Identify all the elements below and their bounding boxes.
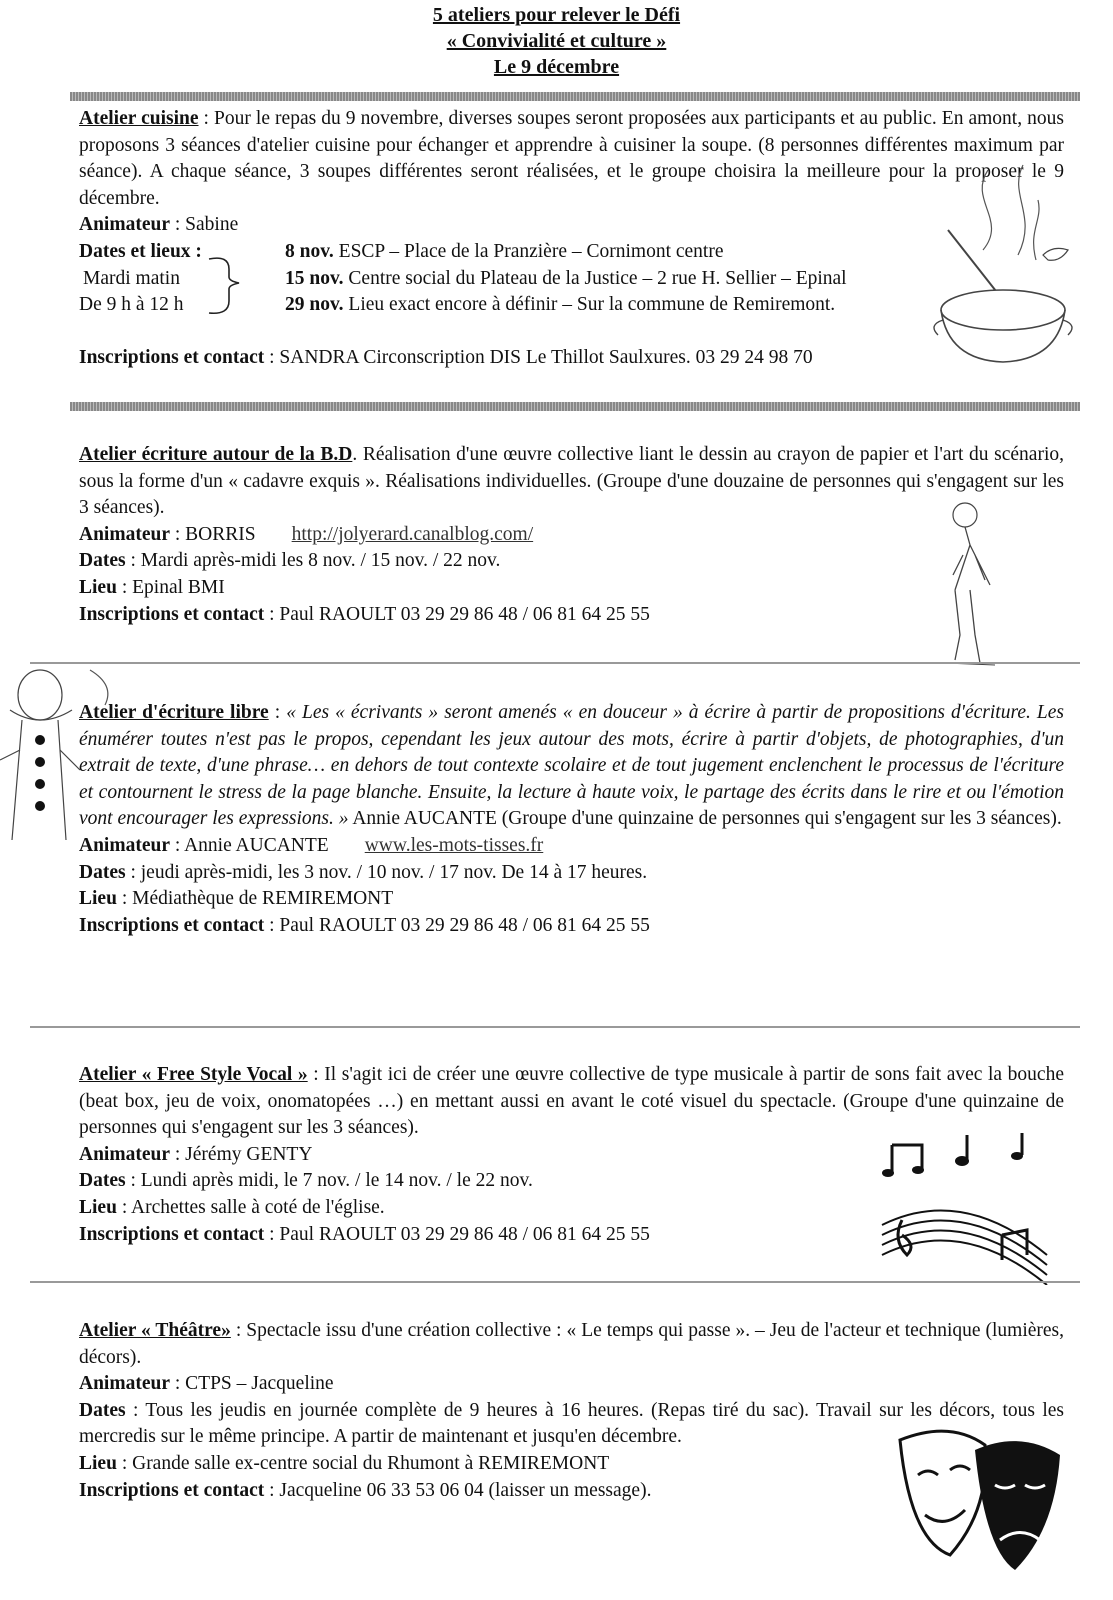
cuisine-session-row: Dates et lieux : 8 nov. ESCP – Place de la Pranzière – Cornimont centre xyxy=(79,239,1064,266)
cuisine-dates-label: Dates et lieux : xyxy=(79,240,202,262)
libre-lieu: Lieu : Médiathèque de REMIREMONT xyxy=(79,888,394,910)
section-bd xyxy=(79,442,1064,628)
soup-pot-illustration xyxy=(928,160,1078,385)
bd-lieu: Lieu : Epinal BMI xyxy=(79,576,225,598)
divider xyxy=(30,1026,1080,1028)
libre-dates: Dates : jeudi après-midi, les 3 nov. / 10 nov. / 17 nov. De 14 à 17 heures. xyxy=(79,861,648,883)
vocal-title: Atelier « Free Style Vocal » xyxy=(79,1064,308,1085)
cuisine-contact: Inscriptions et contact : SANDRA Circonscription DIS Le Thillot Saulxures. 03 29 24 98 70 xyxy=(79,346,813,368)
cuisine-animateur: Animateur : Sabine xyxy=(79,214,239,236)
page-title: 5 ateliers pour relever le Défi xyxy=(432,4,681,26)
bd-animateur: Animateur : BORRIS http://jolyerard.canalblog.com/ xyxy=(79,523,534,545)
vocal-animateur: Animateur : Jérémy GENTY xyxy=(79,1143,313,1165)
theatre-masks-illustration xyxy=(890,1420,1070,1590)
theatre-title: Atelier « Théâtre» xyxy=(79,1320,231,1341)
music-notes-illustration xyxy=(872,1125,1057,1285)
bd-website-link[interactable]: http://jolyerard.canalblog.com/ xyxy=(291,523,534,545)
cuisine-description: Atelier cuisine : Pour le repas du 9 novembre, diverses soupes seront proposées aux participants et au public. En amont, nous proposons 3 séances d'atelier cuisine pour échanger et apprendre à cuisiner la soupe. (8 personnes différentes maximum par séance). A chaque séance, 3 soupes différentes seront réalisées, et le groupe choisira la meilleure pour la proposer le 9 décembre. xyxy=(79,108,1064,209)
cuisine-hours: De 9 h à 12 h xyxy=(79,294,184,316)
theatre-lieu: Lieu : Grande salle ex-centre social du Rhumont à REMIREMONT xyxy=(79,1452,610,1474)
cuisine-when: Mardi matin xyxy=(83,267,180,289)
vocal-contact: Inscriptions et contact : Paul RAOULT 03 29 29 86 48 / 06 81 64 25 55 xyxy=(79,1223,650,1245)
theatre-description: Atelier « Théâtre» : Spectacle issu d'une création collective : « Le temps qui passe ». – Jeu de l'acteur et technique (lumières, décors). xyxy=(79,1320,1064,1368)
vocal-dates: Dates : Lundi après midi, le 7 nov. / le 14 nov. / le 22 nov. xyxy=(79,1170,533,1192)
section-ecriture-libre xyxy=(79,700,1064,939)
cuisine-session-row: Mardi matin 15 nov. Centre social du Plateau de la Justice – 2 rue H. Sellier – Epinal xyxy=(79,266,1064,293)
libre-description: Atelier d'écriture libre : « Les « écrivants » seront amenés « en douceur » à écrire à partir de propositions d'écriture. Les énumérer toutes n'est pas le propos, cependant les jeux autour des mots, écrire à partir d'objets, de photographies, d'un extrait de texte, d'une phrase… en dehors de tout contexte scolaire et de tout jugement enclenchent le processus de l'écriture et contournent le stress de la page blanche. Ensuite, la lecture à haute voix, le partage des écrits dans le rire et ou l'émotion vont encourager les expressions. » Annie AUCANTE (Groupe d'une quinzaine de personnes qui s'engagent sur les 3 séances). xyxy=(79,702,1064,830)
page-date: Le 9 décembre xyxy=(493,56,620,78)
cartoon-man-illustration xyxy=(935,495,1015,670)
libre-animateur: Animateur : Annie AUCANTE www.les-mots-tisses.fr xyxy=(79,834,544,856)
libre-title: Atelier d'écriture libre xyxy=(79,702,269,723)
bd-contact: Inscriptions et contact : Paul RAOULT 03 29 29 86 48 / 06 81 64 25 55 xyxy=(79,603,650,625)
divider xyxy=(70,402,1080,411)
divider xyxy=(70,92,1080,101)
brace-icon xyxy=(203,241,253,319)
bd-title: Atelier écriture autour de la B.D xyxy=(79,444,353,465)
bd-dates: Dates : Mardi après-midi les 8 nov. / 15 nov. / 22 nov. xyxy=(79,550,501,572)
libre-website-link[interactable]: www.les-mots-tisses.fr xyxy=(364,834,544,856)
theatre-animateur: Animateur : CTPS – Jacqueline xyxy=(79,1373,334,1395)
section-cuisine xyxy=(79,106,1064,371)
cuisine-session-row: De 9 h à 12 h 29 nov. Lieu exact encore à définir – Sur la commune de Remiremont. xyxy=(79,292,1064,319)
theatre-contact: Inscriptions et contact : Jacqueline 06 33 53 06 04 (laisser un message). xyxy=(79,1479,652,1501)
theatre-dates: Dates : Tous les jeudis en journée complète de 9 heures à 16 heures. (Repas tiré du sac). Travail sur les décors, tous les mercredis sur le même principe. A partir de maintenant et jusqu'en décembre. xyxy=(79,1399,1064,1448)
vocal-lieu: Lieu : Archettes salle à coté de l'église. xyxy=(79,1196,385,1218)
cuisine-title: Atelier cuisine xyxy=(79,108,199,129)
libre-contact: Inscriptions et contact : Paul RAOULT 03 29 29 86 48 / 06 81 64 25 55 xyxy=(79,914,650,936)
page-subtitle: « Convivialité et culture » xyxy=(446,30,667,52)
divider xyxy=(30,1281,1080,1283)
cuisine-dates xyxy=(79,239,1064,319)
vocal-description: Atelier « Free Style Vocal » : Il s'agit ici de créer une œuvre collective de type musicale à partir de sons fait avec la bouche (beat box, jeu de voix, onomatopées …) en mettant aussi en avant le coté visuel du spectacle. (Groupe d'une quinzaine de personnes qui s'engagent sur les 3 séances). xyxy=(79,1064,1064,1139)
bd-description: Atelier écriture autour de la B.D. Réalisation d'une œuvre collective liant le dessin au crayon de papier et l'art du scénario, sous la forme d'un « cadavre exquis ». Réalisations individuelles. (Groupe d'une douzaine de personnes qui s'engagent sur les 3 séances). xyxy=(79,444,1064,519)
divider xyxy=(30,662,1080,664)
